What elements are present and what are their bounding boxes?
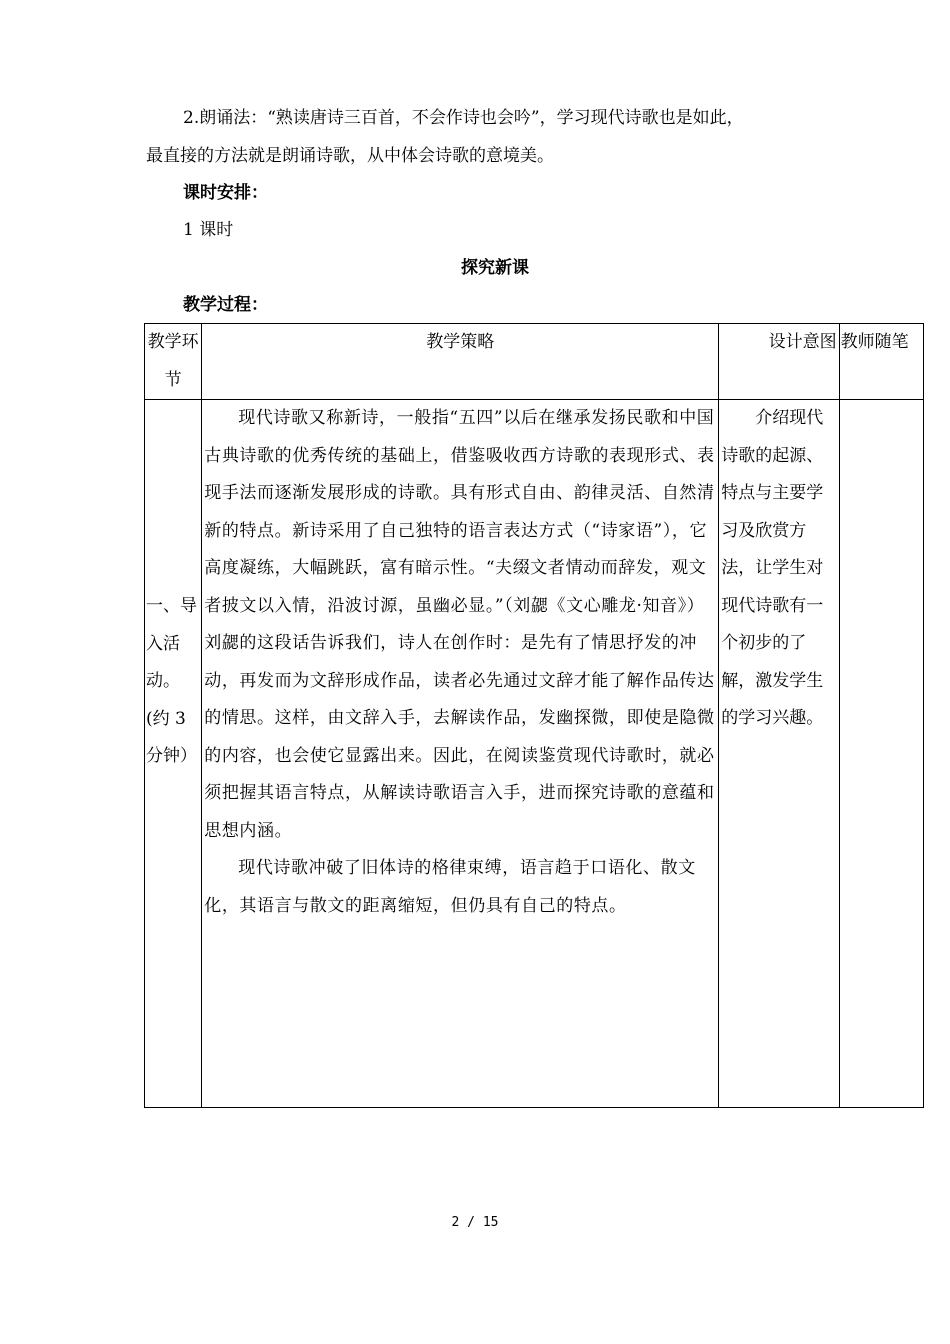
lesson-table: [144, 323, 924, 1108]
method-line-2: 最直接的方法就是朗诵诗歌，从中体会诗歌的意境美。: [146, 146, 554, 166]
process-heading: 教学过程：: [183, 295, 268, 315]
notes-cell: [839, 400, 923, 1108]
strategy-cell: [202, 400, 719, 1108]
header-stage: [145, 324, 202, 400]
schedule-value: 1 课时: [183, 220, 234, 240]
intent-cell: [719, 400, 839, 1108]
method-line-1: 2.朗诵法：“熟读唐诗三百首，不会作诗也会吟”，学习现代诗歌也是如此，: [183, 108, 744, 128]
schedule-heading: 课时安排：: [183, 183, 268, 203]
header-stage-label: 教学环节: [147, 332, 199, 390]
page-indicator: 2 / 15: [451, 1215, 499, 1230]
section-title: 探究新课: [461, 258, 529, 278]
header-notes-label: 教师随笔: [840, 332, 909, 352]
stage-cell: [145, 400, 202, 1108]
table-row: [145, 400, 924, 1108]
header-strategy: [202, 324, 719, 400]
stage-text: 一、导入活动。(约 3 分钟）: [146, 596, 197, 766]
header-strategy-label: 教学策略: [426, 332, 495, 352]
table-header-row: [145, 324, 924, 400]
header-intent-label: 设计意图: [768, 332, 837, 352]
strategy-text: [202, 400, 718, 925]
strategy-paragraph-1: 现代诗歌又称新诗，一般指“五四”以后在继承发扬民歌和中国古典诗歌的优秀传统的基础上，借鉴吸收西方诗歌的表现形式、表现手法而逐渐发展形成的诗歌。具有形式自由、韵律灵活、自然清新的特点。新诗采用了自己独特的语言表达方式（“诗家语”），它高度凝练，大幅跳跃，富有暗示性。“夫缀文者情动而辞发，观文者披文以入情，沿波讨源，虽幽必显。”（刘勰《文心雕龙·知音》）刘勰的这段话告诉我们，诗人在创作时：是先有了情思抒发的冲动，再发而为文辞形成作品，读者必先通过文辞才能了解作品传达的情思。这样，由文辞入手，去解读作品，发幽探微，即使是隐微的内容，也会使它显露出来。因此，在阅读鉴赏现代诗歌时，就必须把握其语言特点，从解读诗歌语言入手，进而探究诗歌的意蕴和思想内涵。: [204, 408, 715, 841]
intent-text: [719, 400, 838, 738]
intent-paragraph: 介绍现代诗歌的起源、特点与主要学习及欣赏方法，让学生对现代诗歌有一个初步的了解，激发学生的学习兴趣。: [721, 408, 824, 728]
header-notes: [839, 324, 923, 400]
strategy-paragraph-2: 现代诗歌冲破了旧体诗的格律束缚，语言趋于口语化、散文化，其语言与散文的距离缩短，但仍具有自己的特点。: [204, 858, 696, 916]
header-intent: [719, 324, 839, 400]
